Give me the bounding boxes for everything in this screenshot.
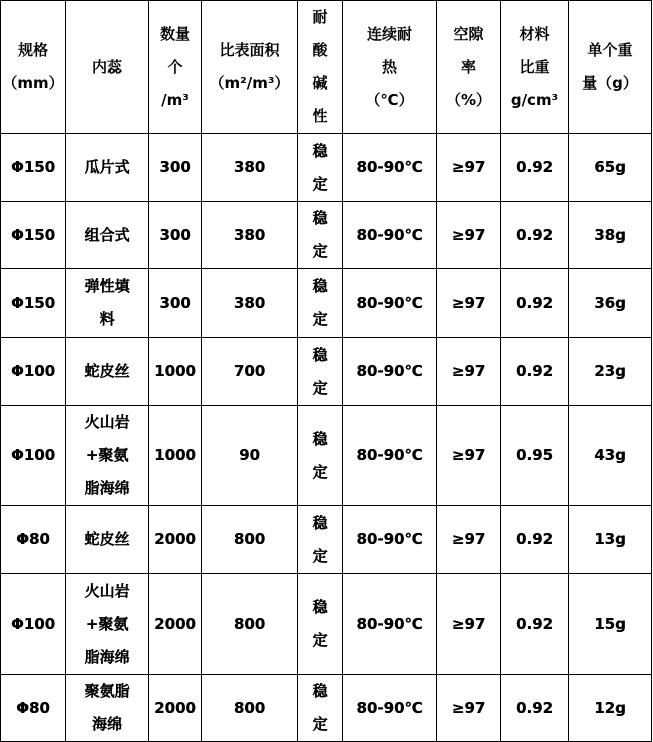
cell-surface-area: 380	[202, 202, 298, 269]
table-row	[1, 202, 652, 269]
cell-void-ratio: ≥97	[437, 406, 501, 506]
cell-acid-resistance: 稳 定	[298, 338, 343, 406]
cell-quantity: 1000	[149, 406, 202, 506]
cell-heat-resistance: 80-90℃	[343, 574, 437, 675]
cell-spec: Φ80	[1, 675, 66, 742]
cell-spec: Φ80	[1, 506, 66, 574]
cell-spec: Φ150	[1, 134, 66, 202]
cell-unit-weight: 38g	[569, 202, 652, 269]
cell-heat-resistance: 80-90℃	[343, 506, 437, 574]
cell-surface-area: 800	[202, 506, 298, 574]
cell-void-ratio: ≥97	[437, 202, 501, 269]
cell-spec: Φ100	[1, 406, 66, 506]
cell-unit-weight: 13g	[569, 506, 652, 574]
cell-spec: Φ150	[1, 202, 66, 269]
cell-surface-area: 700	[202, 338, 298, 406]
cell-quantity: 2000	[149, 574, 202, 675]
cell-core: 火山岩 +聚氨 脂海绵	[66, 574, 149, 675]
cell-quantity: 300	[149, 134, 202, 202]
cell-surface-area: 380	[202, 269, 298, 338]
cell-acid-resistance: 稳 定	[298, 675, 343, 742]
cell-void-ratio: ≥97	[437, 134, 501, 202]
cell-core: 火山岩 +聚氨 脂海绵	[66, 406, 149, 506]
header-heat-resistance: 连续耐 热 （℃）	[343, 1, 437, 134]
cell-quantity: 2000	[149, 506, 202, 574]
cell-spec: Φ100	[1, 338, 66, 406]
cell-quantity: 2000	[149, 675, 202, 742]
header-quantity: 数量 个 /m³	[149, 1, 202, 134]
cell-density: 0.92	[501, 574, 569, 675]
cell-core: 弹性填 料	[66, 269, 149, 338]
cell-acid-resistance: 稳 定	[298, 269, 343, 338]
header-surface-area: 比表面积 （m²/m³）	[202, 1, 298, 134]
cell-quantity: 300	[149, 202, 202, 269]
cell-density: 0.92	[501, 675, 569, 742]
cell-density: 0.92	[501, 338, 569, 406]
header-density: 材料 比重 g/cm³	[501, 1, 569, 134]
cell-density: 0.95	[501, 406, 569, 506]
cell-density: 0.92	[501, 134, 569, 202]
table-row	[1, 506, 652, 574]
cell-density: 0.92	[501, 269, 569, 338]
cell-void-ratio: ≥97	[437, 574, 501, 675]
cell-acid-resistance: 稳 定	[298, 134, 343, 202]
cell-void-ratio: ≥97	[437, 675, 501, 742]
cell-acid-resistance: 稳 定	[298, 406, 343, 506]
cell-heat-resistance: 80-90℃	[343, 202, 437, 269]
table-row	[1, 675, 652, 742]
cell-heat-resistance: 80-90℃	[343, 675, 437, 742]
header-void-ratio: 空隙 率 （%）	[437, 1, 501, 134]
cell-heat-resistance: 80-90℃	[343, 406, 437, 506]
cell-acid-resistance: 稳 定	[298, 202, 343, 269]
cell-core: 聚氨脂 海绵	[66, 675, 149, 742]
cell-void-ratio: ≥97	[437, 269, 501, 338]
cell-surface-area: 800	[202, 574, 298, 675]
cell-core: 蛇皮丝	[66, 506, 149, 574]
cell-acid-resistance: 稳 定	[298, 574, 343, 675]
cell-density: 0.92	[501, 202, 569, 269]
cell-void-ratio: ≥97	[437, 338, 501, 406]
header-core: 内蕊	[66, 1, 149, 134]
header-row	[1, 1, 652, 134]
cell-surface-area: 380	[202, 134, 298, 202]
table-row	[1, 134, 652, 202]
cell-unit-weight: 65g	[569, 134, 652, 202]
cell-unit-weight: 23g	[569, 338, 652, 406]
cell-heat-resistance: 80-90℃	[343, 269, 437, 338]
cell-unit-weight: 15g	[569, 574, 652, 675]
cell-heat-resistance: 80-90℃	[343, 134, 437, 202]
table-row	[1, 574, 652, 675]
cell-unit-weight: 12g	[569, 675, 652, 742]
cell-core: 组合式	[66, 202, 149, 269]
table-row	[1, 338, 652, 406]
cell-unit-weight: 36g	[569, 269, 652, 338]
cell-heat-resistance: 80-90℃	[343, 338, 437, 406]
cell-core: 蛇皮丝	[66, 338, 149, 406]
header-spec: 规格 （mm）	[1, 1, 66, 134]
cell-unit-weight: 43g	[569, 406, 652, 506]
table-row	[1, 406, 652, 506]
cell-void-ratio: ≥97	[437, 506, 501, 574]
cell-spec: Φ150	[1, 269, 66, 338]
cell-density: 0.92	[501, 506, 569, 574]
cell-surface-area: 90	[202, 406, 298, 506]
header-unit-weight: 单个重 量（g）	[569, 1, 652, 134]
cell-spec: Φ100	[1, 574, 66, 675]
cell-core: 瓜片式	[66, 134, 149, 202]
table-row	[1, 269, 652, 338]
cell-surface-area: 800	[202, 675, 298, 742]
header-acid-resistance: 耐 酸 碱 性	[298, 1, 343, 134]
cell-quantity: 300	[149, 269, 202, 338]
cell-quantity: 1000	[149, 338, 202, 406]
cell-acid-resistance: 稳 定	[298, 506, 343, 574]
